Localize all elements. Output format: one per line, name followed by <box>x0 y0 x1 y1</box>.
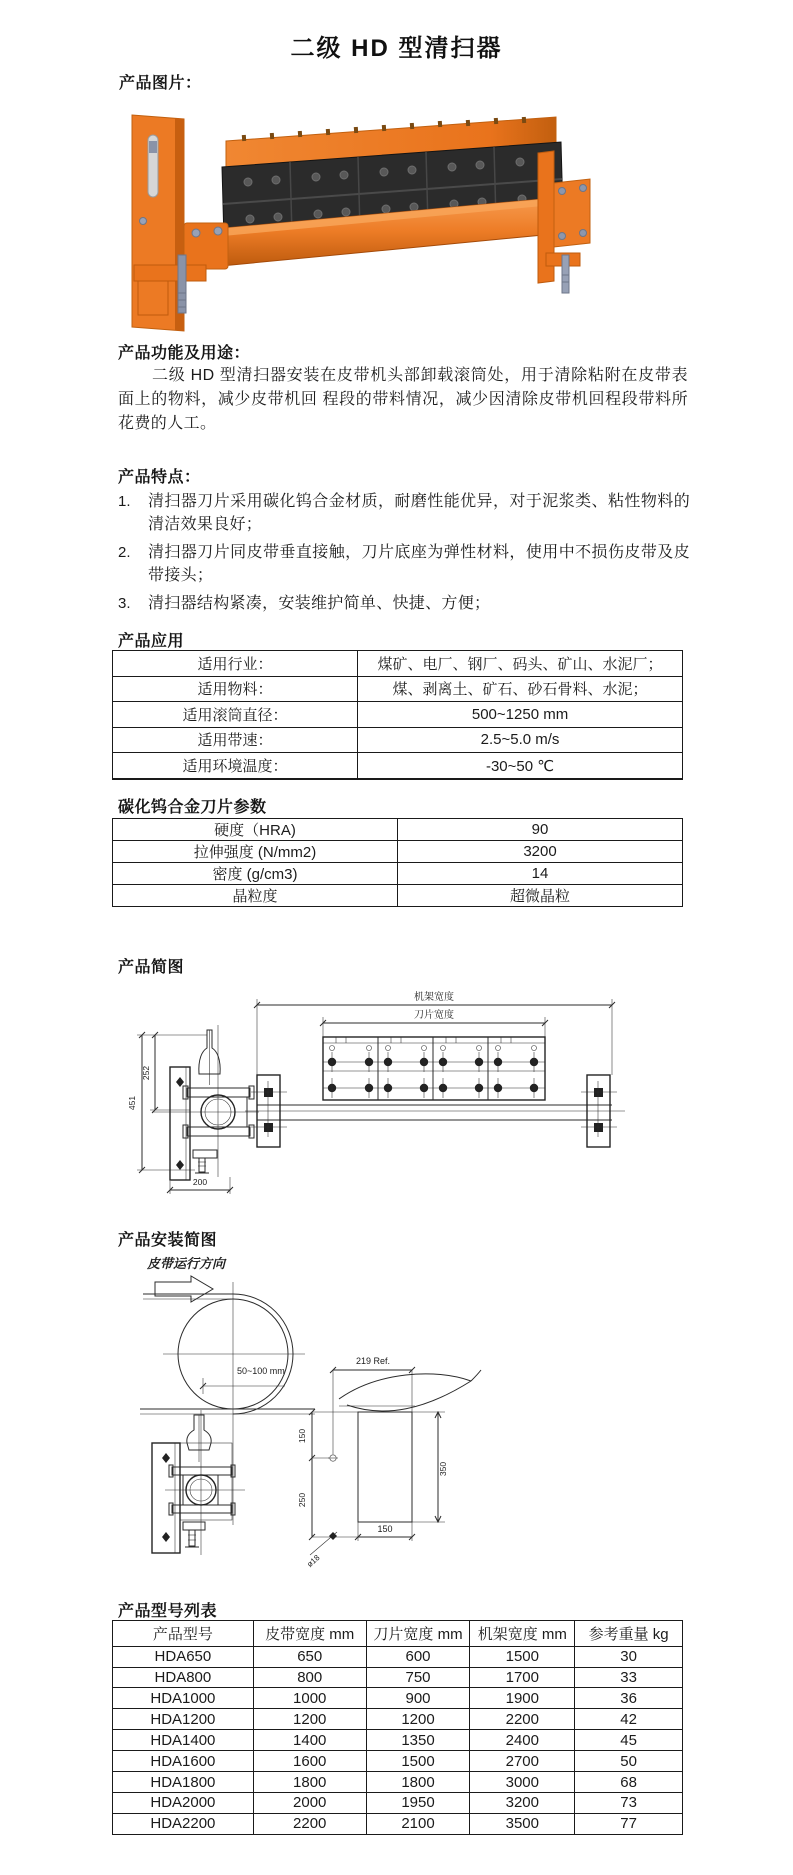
product-photo <box>118 103 758 333</box>
model-cell: 73 <box>575 1793 683 1814</box>
spec-label: 拉伸强度 (N/mm2) <box>113 841 398 863</box>
feature-number: 1. <box>118 493 131 510</box>
model-cell: HDA1600 <box>113 1751 254 1772</box>
spec-label: 密度 (g/cm3) <box>113 863 398 885</box>
model-cell: 50 <box>575 1751 683 1772</box>
table-header-row <box>113 1621 683 1647</box>
spec-value: 2.5~5.0 m/s <box>358 727 683 753</box>
model-cell: 1000 <box>253 1688 366 1709</box>
feature-text: 清扫器刀片采用碳化钨合金材质，耐磨性能优异，对于泥浆类、粘性物料的清洁效果良好； <box>148 493 690 533</box>
features-heading: 产品特点： <box>118 469 201 486</box>
model-cell: HDA650 <box>113 1646 254 1667</box>
sketch-svg <box>95 985 640 1200</box>
dim-252: 252 <box>141 1065 151 1081</box>
model-cell: HDA2200 <box>113 1813 254 1834</box>
feature-text: 清扫器刀片同皮带垂直接触，刀片底座为弹性材料，使用中不损伤皮带及皮带接头； <box>148 544 690 584</box>
table-row <box>113 1772 683 1793</box>
spec-value: 3200 <box>398 841 683 863</box>
model-cell: 1350 <box>366 1730 470 1751</box>
model-cell: 45 <box>575 1730 683 1751</box>
table-row <box>113 1751 683 1772</box>
model-cell: 42 <box>575 1709 683 1730</box>
table-row <box>113 1646 683 1667</box>
model-cell: 1400 <box>253 1730 366 1751</box>
dim-150-bottom: 150 <box>377 1524 393 1534</box>
page-title: 二级 HD 型清扫器 <box>290 35 503 62</box>
model-cell: HDA2000 <box>113 1793 254 1814</box>
product-sketch-drawing <box>95 985 640 1200</box>
col-header: 参考重量 kg <box>575 1621 683 1647</box>
model-cell: 2400 <box>470 1730 575 1751</box>
table-row <box>113 702 683 728</box>
feature-item <box>118 592 690 615</box>
model-cell: 33 <box>575 1667 683 1688</box>
spec-value: 煤矿、电厂、钢厂、码头、矿山、水泥厂； <box>358 651 683 677</box>
blade-params-table <box>112 818 683 907</box>
spec-label: 适用带速： <box>113 727 358 753</box>
model-cell: HDA1400 <box>113 1730 254 1751</box>
spec-label: 晶粒度 <box>113 885 398 907</box>
model-cell: 1200 <box>253 1709 366 1730</box>
model-cell: 3200 <box>470 1793 575 1814</box>
sketch-side-view <box>127 1025 259 1194</box>
table-row <box>113 1667 683 1688</box>
col-header: 机架宽度 mm <box>470 1621 575 1647</box>
installation-svg <box>85 1250 485 1610</box>
feature-number: 2. <box>118 544 131 561</box>
dim-250: 250 <box>297 1492 307 1508</box>
application-heading: 产品应用 <box>118 633 185 650</box>
spec-value <box>358 778 683 779</box>
table-row <box>113 1813 683 1834</box>
frame-width-label: 机架宽度 <box>414 992 454 1003</box>
table-row <box>113 863 683 885</box>
table-row <box>113 1730 683 1751</box>
model-cell: 36 <box>575 1688 683 1709</box>
spec-label: 适用物料： <box>113 676 358 702</box>
table-row <box>113 885 683 907</box>
features-list <box>118 490 690 620</box>
sketch-heading: 产品简图 <box>118 959 185 976</box>
model-cell: HDA800 <box>113 1667 254 1688</box>
table-row <box>113 727 683 753</box>
model-cell: HDA1800 <box>113 1772 254 1793</box>
belt-direction-arrow-icon <box>155 1276 213 1302</box>
table-row <box>113 841 683 863</box>
model-cell: 30 <box>575 1646 683 1667</box>
model-cell: 1200 <box>366 1709 470 1730</box>
model-cell: 600 <box>366 1646 470 1667</box>
table-row <box>113 753 683 779</box>
model-cell: 2100 <box>366 1813 470 1834</box>
dim-200: 200 <box>192 1177 208 1187</box>
spec-label: 适用环境温度： <box>113 753 358 779</box>
belt-direction-label: 皮带运行方向 <box>147 1256 226 1271</box>
install-chute-view <box>297 1356 481 1569</box>
spec-label <box>113 778 358 779</box>
model-cell: 2200 <box>470 1709 575 1730</box>
product-image-label: 产品图片： <box>119 75 202 92</box>
model-cell: 900 <box>366 1688 470 1709</box>
model-cell: 2000 <box>253 1793 366 1814</box>
left-bracket <box>132 115 228 331</box>
spec-value: 500~1250 mm <box>358 702 683 728</box>
spec-value: 超微晶粒 <box>398 885 683 907</box>
model-cell: 1500 <box>366 1751 470 1772</box>
bolt-dia-label: ø18 <box>305 1553 322 1569</box>
table-row <box>113 1793 683 1814</box>
col-header: 皮带宽度 mm <box>253 1621 366 1647</box>
spec-value: 煤、剥离土、矿石、砂石骨料、水泥； <box>358 676 683 702</box>
application-table <box>112 650 683 780</box>
feature-text: 清扫器结构紧凑，安装维护简单、快捷、方便； <box>148 595 491 612</box>
model-cell: 2200 <box>253 1813 366 1834</box>
model-cell: 77 <box>575 1813 683 1834</box>
feature-item <box>118 490 690 536</box>
model-cell: 800 <box>253 1667 366 1688</box>
col-header: 产品型号 <box>113 1621 254 1647</box>
model-cell: 68 <box>575 1772 683 1793</box>
model-cell: 1700 <box>470 1667 575 1688</box>
models-table <box>112 1620 683 1835</box>
spec-label: 硬度（HRA) <box>113 819 398 841</box>
table-row <box>113 1688 683 1709</box>
model-cell: HDA1200 <box>113 1709 254 1730</box>
dim-350: 350 <box>438 1461 448 1477</box>
col-header: 刀片宽度 mm <box>366 1621 470 1647</box>
spec-label: 适用行业： <box>113 651 358 677</box>
spec-value: -30~50 ℃ <box>358 753 683 779</box>
table-row <box>113 778 683 779</box>
install-side-view <box>152 1410 245 1555</box>
model-cell: 650 <box>253 1646 366 1667</box>
dim-451: 451 <box>127 1095 137 1111</box>
model-cell: 1800 <box>253 1772 366 1793</box>
spec-value: 90 <box>398 819 683 841</box>
table-row <box>113 651 683 677</box>
function-heading: 产品功能及用途： <box>118 345 251 362</box>
ref-label: 219 Ref. <box>355 1356 391 1366</box>
gap-label: 50~100 mm <box>237 1366 285 1376</box>
models-heading: 产品型号列表 <box>118 1603 218 1620</box>
table-row <box>113 819 683 841</box>
dim-150-upper: 150 <box>297 1428 307 1444</box>
model-cell: 750 <box>366 1667 470 1688</box>
belt-cleaner-photo-illustration <box>118 103 758 333</box>
install-heading: 产品安装简图 <box>118 1232 218 1249</box>
feature-number: 3. <box>118 595 131 612</box>
function-paragraph: 二级 HD 型清扫器安装在皮带机头部卸载滚筒处，用于清除粘附在皮带表面上的物料，减少皮带机回 程段的带料情况，减少因清除皮带机回程段带料所花费的人工。 <box>118 367 688 432</box>
model-cell: 1950 <box>366 1793 470 1814</box>
blade-params-heading: 碳化钨合金刀片参数 <box>118 799 267 816</box>
model-cell: 3000 <box>470 1772 575 1793</box>
model-cell: 2700 <box>470 1751 575 1772</box>
blade-width-label: 刀片宽度 <box>414 1010 454 1021</box>
spec-value: 14 <box>398 863 683 885</box>
model-cell: 1500 <box>470 1646 575 1667</box>
right-bracket <box>538 151 590 293</box>
feature-item <box>118 541 690 587</box>
model-cell: 1900 <box>470 1688 575 1709</box>
model-cell: 3500 <box>470 1813 575 1834</box>
model-cell: HDA1000 <box>113 1688 254 1709</box>
table-row <box>113 676 683 702</box>
table-row <box>113 1709 683 1730</box>
model-cell: 1800 <box>366 1772 470 1793</box>
spec-label: 适用滚筒直径： <box>113 702 358 728</box>
installation-drawing <box>85 1250 485 1610</box>
model-cell: 1600 <box>253 1751 366 1772</box>
